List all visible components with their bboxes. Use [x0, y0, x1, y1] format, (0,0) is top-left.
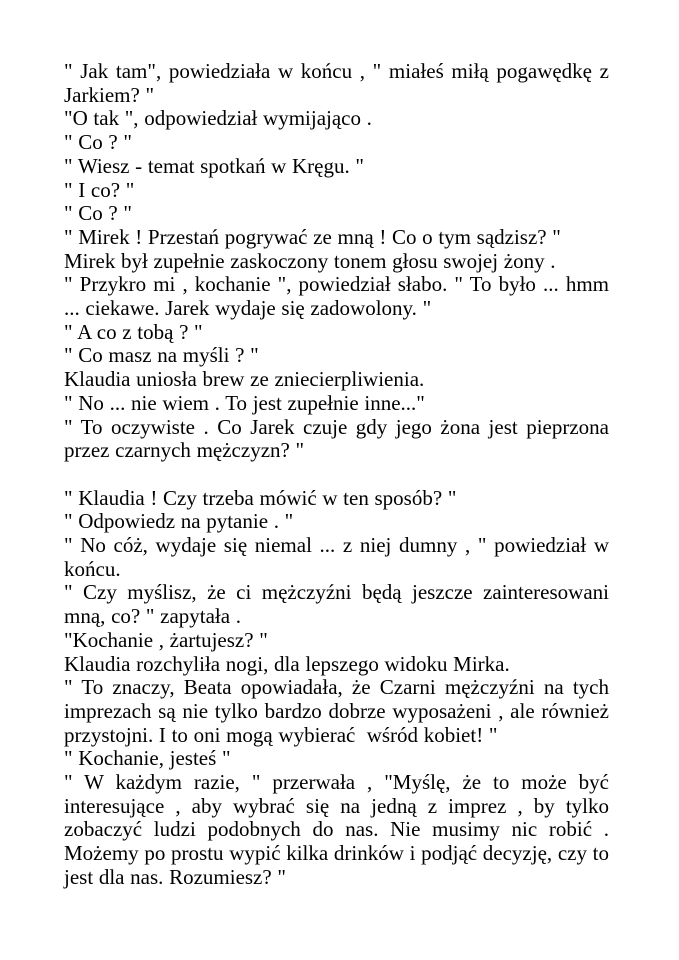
paragraph: " Klaudia ! Czy trzeba mówić w ten sposób? " [64, 485, 457, 510]
paragraph: Klaudia rozchyliła nogi, dla lepszego widoku Mirka. [64, 651, 510, 676]
paragraph: " To oczywiste . Co Jarek czuje gdy jego żona jest pieprzona przez czarnych mężczyzn? " [64, 414, 615, 463]
paragraph: " Kochanie, jesteś " [64, 746, 231, 771]
paragraph: "O tak ", odpowiedział wymijająco . [64, 106, 372, 131]
paragraph: " W każdym razie, " przerwała , "Myślę, że to może być interesujące , aby wybrać się na jedną z imprez , by tylko zobaczyć ludzi podobnych do nas. Nie musimy nic robić . Możemy po prostu wypić kilka drinków i podjąć decyzję, czy to jest dla nas. Rozumiesz? " [64, 770, 615, 889]
paragraph: " No cóż, wydaje się niemal ... z niej dumny , " powiedział w końcu. [64, 533, 615, 581]
blank-line [64, 463, 609, 487]
paragraph: " No ... nie wiem . To jest zupełnie inne..." [64, 390, 425, 415]
paragraph: " Przykro mi , kochanie ", powiedział słabo. " To było ... hmm ... ciekawe. Jarek wydaje się zadowolony. " [64, 272, 615, 321]
paragraph: " To znaczy, Beata opowiadała, że Czarni mężczyźni na tych imprezach są nie tylko bardzo dobrze wyposażeni , ale również przystojni. I to oni mogą wybierać wśród kobiet! " [64, 675, 615, 747]
paragraph: Mirek był zupełnie zaskoczony tonem głosu swojej żony . [64, 248, 556, 273]
paragraph: " Co ? " [64, 130, 132, 155]
paragraph: " Jak tam", powiedziała w końcu , " miałeś miłą pogawędkę z Jarkiem? " [64, 59, 615, 107]
paragraph: "Kochanie , żartujesz? " [64, 627, 268, 652]
paragraph: " Co ? " [64, 201, 132, 226]
paragraph: " Wiesz - temat spotkań w Kręgu. " [64, 153, 364, 178]
paragraph: " Czy myślisz, że ci mężczyźni będą jeszcze zainteresowani mną, co? " zapytała . [64, 580, 615, 629]
paragraph: Klaudia uniosła brew ze zniecierpliwienia. [64, 367, 425, 392]
paragraph: " A co z tobą ? " [64, 319, 203, 344]
paragraph: " Mirek ! Przestań pogrywać ze mną ! Co o tym sądzisz? " [64, 224, 561, 249]
paragraph: " Co masz na myśli ? " [64, 343, 259, 368]
paragraph: " I co? " [64, 177, 135, 202]
paragraph: " Odpowiedz na pytanie . " [64, 509, 294, 534]
